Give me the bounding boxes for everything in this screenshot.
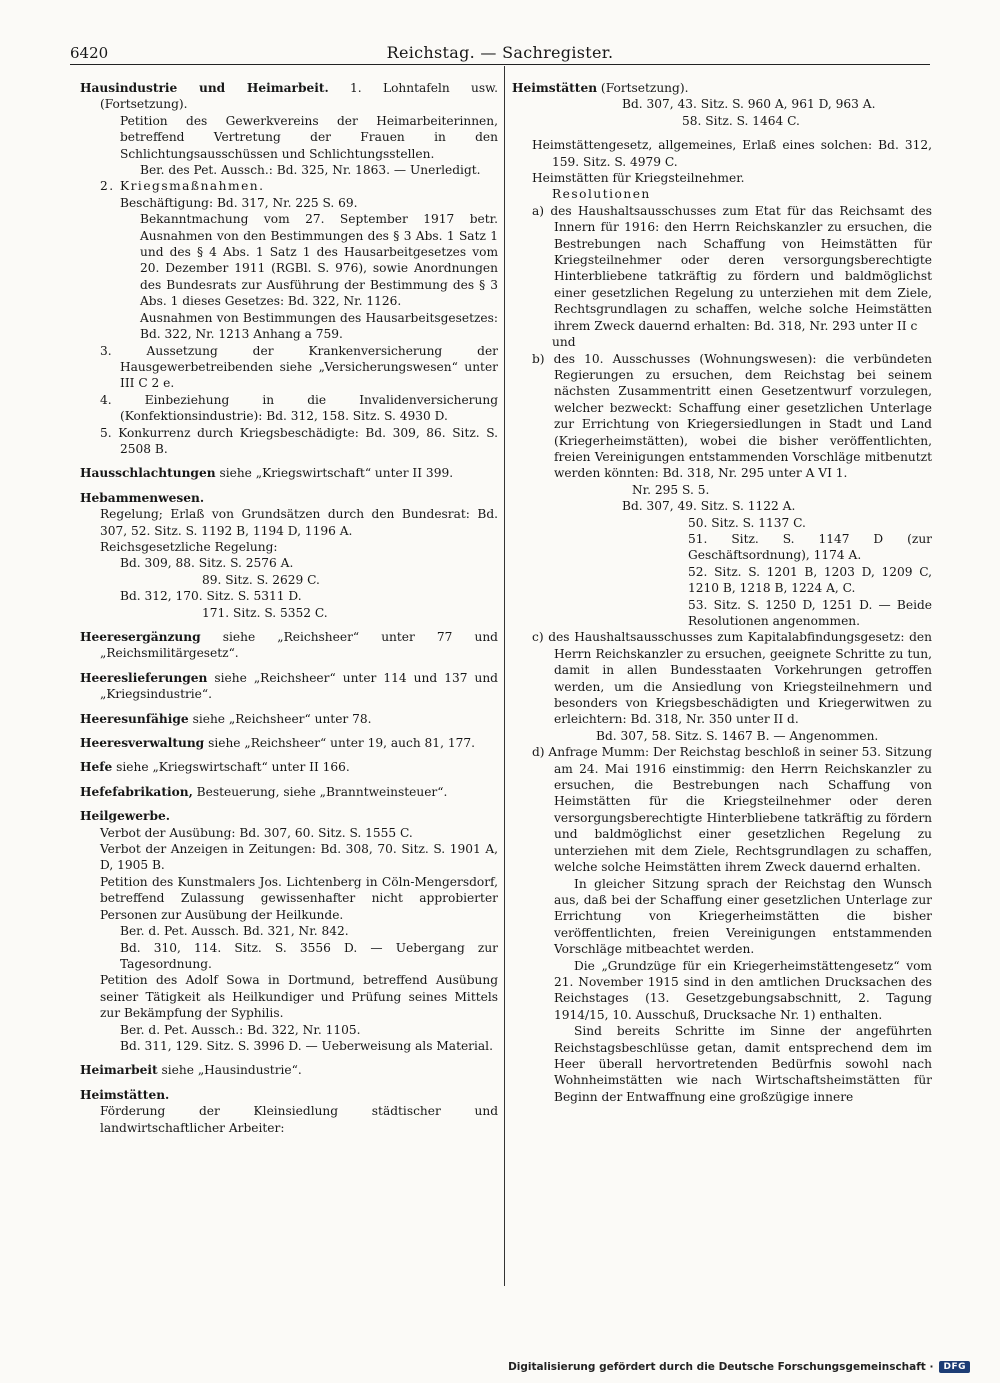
- running-head-title: Reichstag. — Sachregister.: [386, 43, 614, 62]
- credit-text: Digitalisierung gefördert durch die Deutsche Forschungsgemeinschaft ·: [508, 1361, 934, 1373]
- entry-text: 50. Sitz. S. 1137 C.: [688, 515, 806, 530]
- entry-text: Die „Grundzüge für ein Kriegerheimstättengesetz“ vom 21. November 1915 sind in den amtlichen Drucksachen des Reichstages (13. Gesetzgebungsabschnitt, 2. Tagung 1914/15, 10. Ausschuß, Drucksache Nr. 1) enthalten.: [554, 958, 932, 1022]
- entry-text: a) des Haushaltsausschusses zum Etat für das Reichsamt des Innern für 1916: den Herrn Reichskanzler zu ersuchen, die Bestrebungen nach Schaffung von Heimstätten für Kriegsteilnehmer oder deren versorgungsberechtigte Hinterbliebene tatkräftig zu fördern und baldmöglichst einer gesetzlichen Regelung zu unterziehen mit dem Ziele, Rechtsgrundlagen zu schaffen, welche solche Heimstätten ihrem Zweck dauernd erhalten: Bd. 318, Nr. 293 unter II c: [532, 203, 932, 333]
- entry-text: Petition des Kunstmalers Jos. Lichtenberg in Cöln-Mengersdorf, betreffend Zulassung gewissenhafter nicht approbierter Personen zur Ausübung der Heilkunde.: [100, 874, 498, 922]
- entry-text: Bd. 312, 170. Sitz. S. 5311 D.: [120, 589, 302, 604]
- entry-headword: Heeresunfähige: [80, 711, 189, 726]
- entry-text: d) Anfrage Mumm: Der Reichstag beschloß in seiner 53. Sitzung am 24. Mai 1916 einstimmig: den Herrn Reichskanzler zu ersuchen, die Bestrebungen nach Schaffung von Heimstätten für die Kriegsteilnehmer oder deren versorgungsberechtigte Hinterbliebene tatkräftig zu fördern und baldmöglichst einer gesetzlichen Regelung zu unterziehen mit dem Ziele, Rechtsgrundlagen zu schaffen, welche solche Heimstätten ihrem Zweck dauernd erhalten.: [532, 745, 932, 875]
- entry-text: 3. Aussetzung der Krankenversicherung der Hausgewerbetreibenden siehe „Versicherungswesen“ unter III C 2 e.: [100, 343, 498, 391]
- entry-text: 53. Sitz. S. 1250 D, 1251 D. — Beide Resolutionen angenommen.: [688, 597, 932, 628]
- entry-headword: Heimarbeit: [80, 1063, 158, 1078]
- index-entry: [80, 670, 498, 703]
- entry-headword: Hefe: [80, 760, 113, 775]
- entry-headword: Heeresergänzung: [80, 630, 201, 644]
- entry-text: 52. Sitz. S. 1201 B, 1203 D, 1209 C, 1210 B, 1218 B, 1224 A, C.: [688, 564, 932, 596]
- left-column: [80, 80, 498, 1144]
- entry-text: 89. Sitz. S. 2629 C.: [202, 572, 320, 587]
- entry-text: 5. Konkurrenz durch Kriegsbeschädigte: Bd. 309, 86. Sitz. S. 2508 B.: [100, 425, 498, 456]
- entry-headword: Hebammenwesen.: [80, 490, 205, 505]
- right-column: [512, 80, 932, 1105]
- entry-headword: Hausindustrie und Heimarbeit.: [80, 81, 329, 95]
- index-entry: [80, 1062, 498, 1078]
- entry-text: Bd. 311, 129. Sitz. S. 3996 D. — Ueberweisung als Material.: [120, 1038, 493, 1053]
- entry-text: In gleicher Sitzung sprach der Reichstag den Wunsch aus, daß bei der Schaffung einer gesetzlichen Unterlage zur Errichtung von Kriegerheimstätten die bisher veröffentlichten, freien Vereinigungen entstammenden Vorschläge mitbeachtet werden.: [554, 876, 932, 957]
- entry-text: Reichsgesetzliche Regelung:: [100, 539, 278, 554]
- index-entry: [80, 80, 498, 457]
- entry-text: Heimstättengesetz, allgemeines, Erlaß eines solchen: Bd. 312, 159. Sitz. S. 4979 C.: [532, 138, 932, 169]
- entry-text: Bd. 310, 114. Sitz. S. 3556 D. — Uebergang zur Tagesordnung.: [120, 940, 498, 971]
- entry-text: 51. Sitz. S. 1147 D (zur Geschäftsordnung), 1174 A.: [688, 531, 932, 563]
- entry-text: Ber. d. Pet. Aussch. Bd. 321, Nr. 842.: [120, 924, 349, 939]
- entry-text: siehe „Reichsheer“ unter 78.: [188, 711, 372, 726]
- entry-headword: Heereslieferungen: [80, 670, 208, 685]
- entry-text: Regelung; Erlaß von Grundsätzen durch den Bundesrat: Bd. 307, 52. Sitz. S. 1192 B, 1194 D, 1196 A.: [100, 507, 498, 538]
- entry-headword: Heimstätten.: [80, 1087, 170, 1102]
- index-entry: [80, 490, 498, 621]
- entry-headword: Heilgewerbe.: [80, 809, 170, 824]
- entry-text: Bekanntmachung vom 27. September 1917 betr. Ausnahmen von den Bestimmungen des § 3 Abs. 1 Satz 1 und des § 4 Abs. 1 Satz 1 des Hausarbeitgesetzes vom 20. Dezember 1911 (RGBl. S. 976), sowie Anordnungen des Bundesrats zur Ausführung der Bestimmung des § 3 Abs. 1 dieses Gesetzes: Bd. 322, Nr. 1126.: [140, 212, 498, 309]
- entry-text: 1. Lohntafeln usw. (Fortsetzung).: [100, 81, 498, 112]
- digitization-credit: [508, 1361, 970, 1373]
- entry-headword: Heeresverwaltung: [80, 736, 205, 751]
- entry-headword: Hausschlachtungen: [80, 466, 216, 481]
- index-entry: [80, 808, 498, 1054]
- index-entry: [512, 80, 932, 129]
- index-entry: [80, 735, 498, 751]
- entry-text: 4. Einbeziehung in die Invalidenversicherung (Konfektionsindustrie): Bd. 312, 158. Sitz. S. 4930 D.: [100, 392, 498, 424]
- index-entry: [80, 759, 498, 775]
- column-divider: [504, 66, 505, 1286]
- entry-text: und: [552, 335, 576, 350]
- entry-text: Sind bereits Schritte im Sinne der angeführten Reichstagsbeschlüsse getan, damit entsprechend dem im Heer überall hervortretenden Bedürfnis sowohl nach Wohnheimstätten wie nach Wirtschaftsheimstätten für Beginn der Entwaffnung eine großzügige innere: [554, 1024, 932, 1104]
- entry-text: Resolutionen: [552, 187, 651, 202]
- entry-text: siehe „Reichsheer“ unter 19, auch 81, 177.: [204, 736, 475, 751]
- entry-text: Besteuerung, siehe „Branntweinsteuer“.: [192, 784, 448, 799]
- entry-text: siehe „Hausindustrie“.: [157, 1063, 302, 1078]
- entry-text: Verbot der Anzeigen in Zeitungen: Bd. 308, 70. Sitz. S. 1901 A, D, 1905 B.: [100, 842, 498, 873]
- page-number: 6420: [70, 44, 109, 62]
- entry-text: c) des Haushaltsausschusses zum Kapitalabfindungsgesetz: den Herrn Reichskanzler zu ersuchen, geeignete Schritte zu tun, damit in allen Bundesstaaten Vorkehrungen getroffen werden, um die Ansiedlung von Kriegsteilnehmern und besonders von Kriegsbeschädigten und Kriegerwitwen zu erleichtern: Bd. 318, Nr. 350 unter II d.: [532, 630, 932, 727]
- entry-text: Ausnahmen von Bestimmungen des Hausarbeitsgesetzes: Bd. 322, Nr. 1213 Anhang a 759.: [140, 310, 498, 342]
- entry-text: b) des 10. Ausschusses (Wohnungswesen): die verbündeten Regierungen zu ersuchen, dem Reichstag bei seinem nächsten Zusammentritt einen Gesetzentwurf vorzulegen, welcher bezweckt: Schaffung einer gesetzlichen Unterlage zur Errichtung von Kriegersiedlungen in Stadt und Land (Kriegerheimstätten), wobei die bisher veröffentlichten, freien Vereinigungen entstammenden Vorschläge mitbenutzt werden könnten: Bd. 318, Nr. 295 unter A VI 1.: [532, 351, 932, 481]
- entry-text: Bd. 307, 43. Sitz. S. 960 A, 961 D, 963 A.: [622, 97, 876, 112]
- entry-text: Bd. 309, 88. Sitz. S. 2576 A.: [120, 556, 294, 571]
- entry-text: Beschäftigung: Bd. 317, Nr. 225 S. 69.: [120, 195, 358, 210]
- entry-text: Ber. des Pet. Aussch.: Bd. 325, Nr. 1863. — Unerledigt.: [140, 163, 481, 178]
- entry-text: Bd. 307, 58. Sitz. S. 1467 B. — Angenommen.: [596, 728, 879, 743]
- entry-text: siehe „Reichsheer“ unter 77 und „Reichsmilitärgesetz“.: [100, 630, 498, 661]
- entry-text: Nr. 295 S. 5.: [632, 482, 710, 497]
- entry-text: siehe „Kriegswirtschaft“ unter II 166.: [112, 760, 350, 775]
- entry-text: siehe „Kriegswirtschaft“ unter II 399.: [215, 466, 454, 481]
- entry-text: Bd. 307, 49. Sitz. S. 1122 A.: [622, 499, 796, 514]
- entry-text: Förderung der Kleinsiedlung städtischer und landwirtschaftlicher Arbeiter:: [100, 1104, 498, 1135]
- index-entry: [80, 1087, 498, 1136]
- index-entry: [80, 629, 498, 662]
- entry-text: (Fortsetzung).: [597, 81, 689, 95]
- entry-text: 2. Kriegsmaßnahmen.: [100, 179, 265, 194]
- entry-text: siehe „Reichsheer“ unter 114 und 137 und „Kriegsindustrie“.: [100, 670, 498, 702]
- running-header: [70, 34, 930, 65]
- index-entry: [80, 711, 498, 727]
- entry-text: Petition des Adolf Sowa in Dortmund, betreffend Ausübung seiner Tätigkeit als Heilkundiger und Prüfung seines Mittels zur Bekämpfung der Syphilis.: [100, 973, 498, 1021]
- entry-headword: Heimstätten: [512, 81, 598, 95]
- entry-text: 58. Sitz. S. 1464 C.: [682, 113, 800, 128]
- index-entry: [80, 465, 498, 481]
- entry-text: Ber. d. Pet. Aussch.: Bd. 322, Nr. 1105.: [120, 1022, 361, 1037]
- entry-text: Petition des Gewerkvereins der Heimarbeiterinnen, betreffend Vertretung der Frauen in den Schlichtungsausschüssen und Schlichtungsstellen.: [120, 113, 498, 161]
- index-entry: [80, 784, 498, 800]
- entry-text: Verbot der Ausübung: Bd. 307, 60. Sitz. S. 1555 C.: [100, 825, 413, 840]
- entry-text: Heimstätten für Kriegsteilnehmer.: [532, 171, 745, 186]
- entry-headword: Hefefabrikation,: [80, 784, 193, 799]
- dfg-logo: DFG: [939, 1361, 970, 1373]
- entry-text: 171. Sitz. S. 5352 C.: [202, 605, 328, 620]
